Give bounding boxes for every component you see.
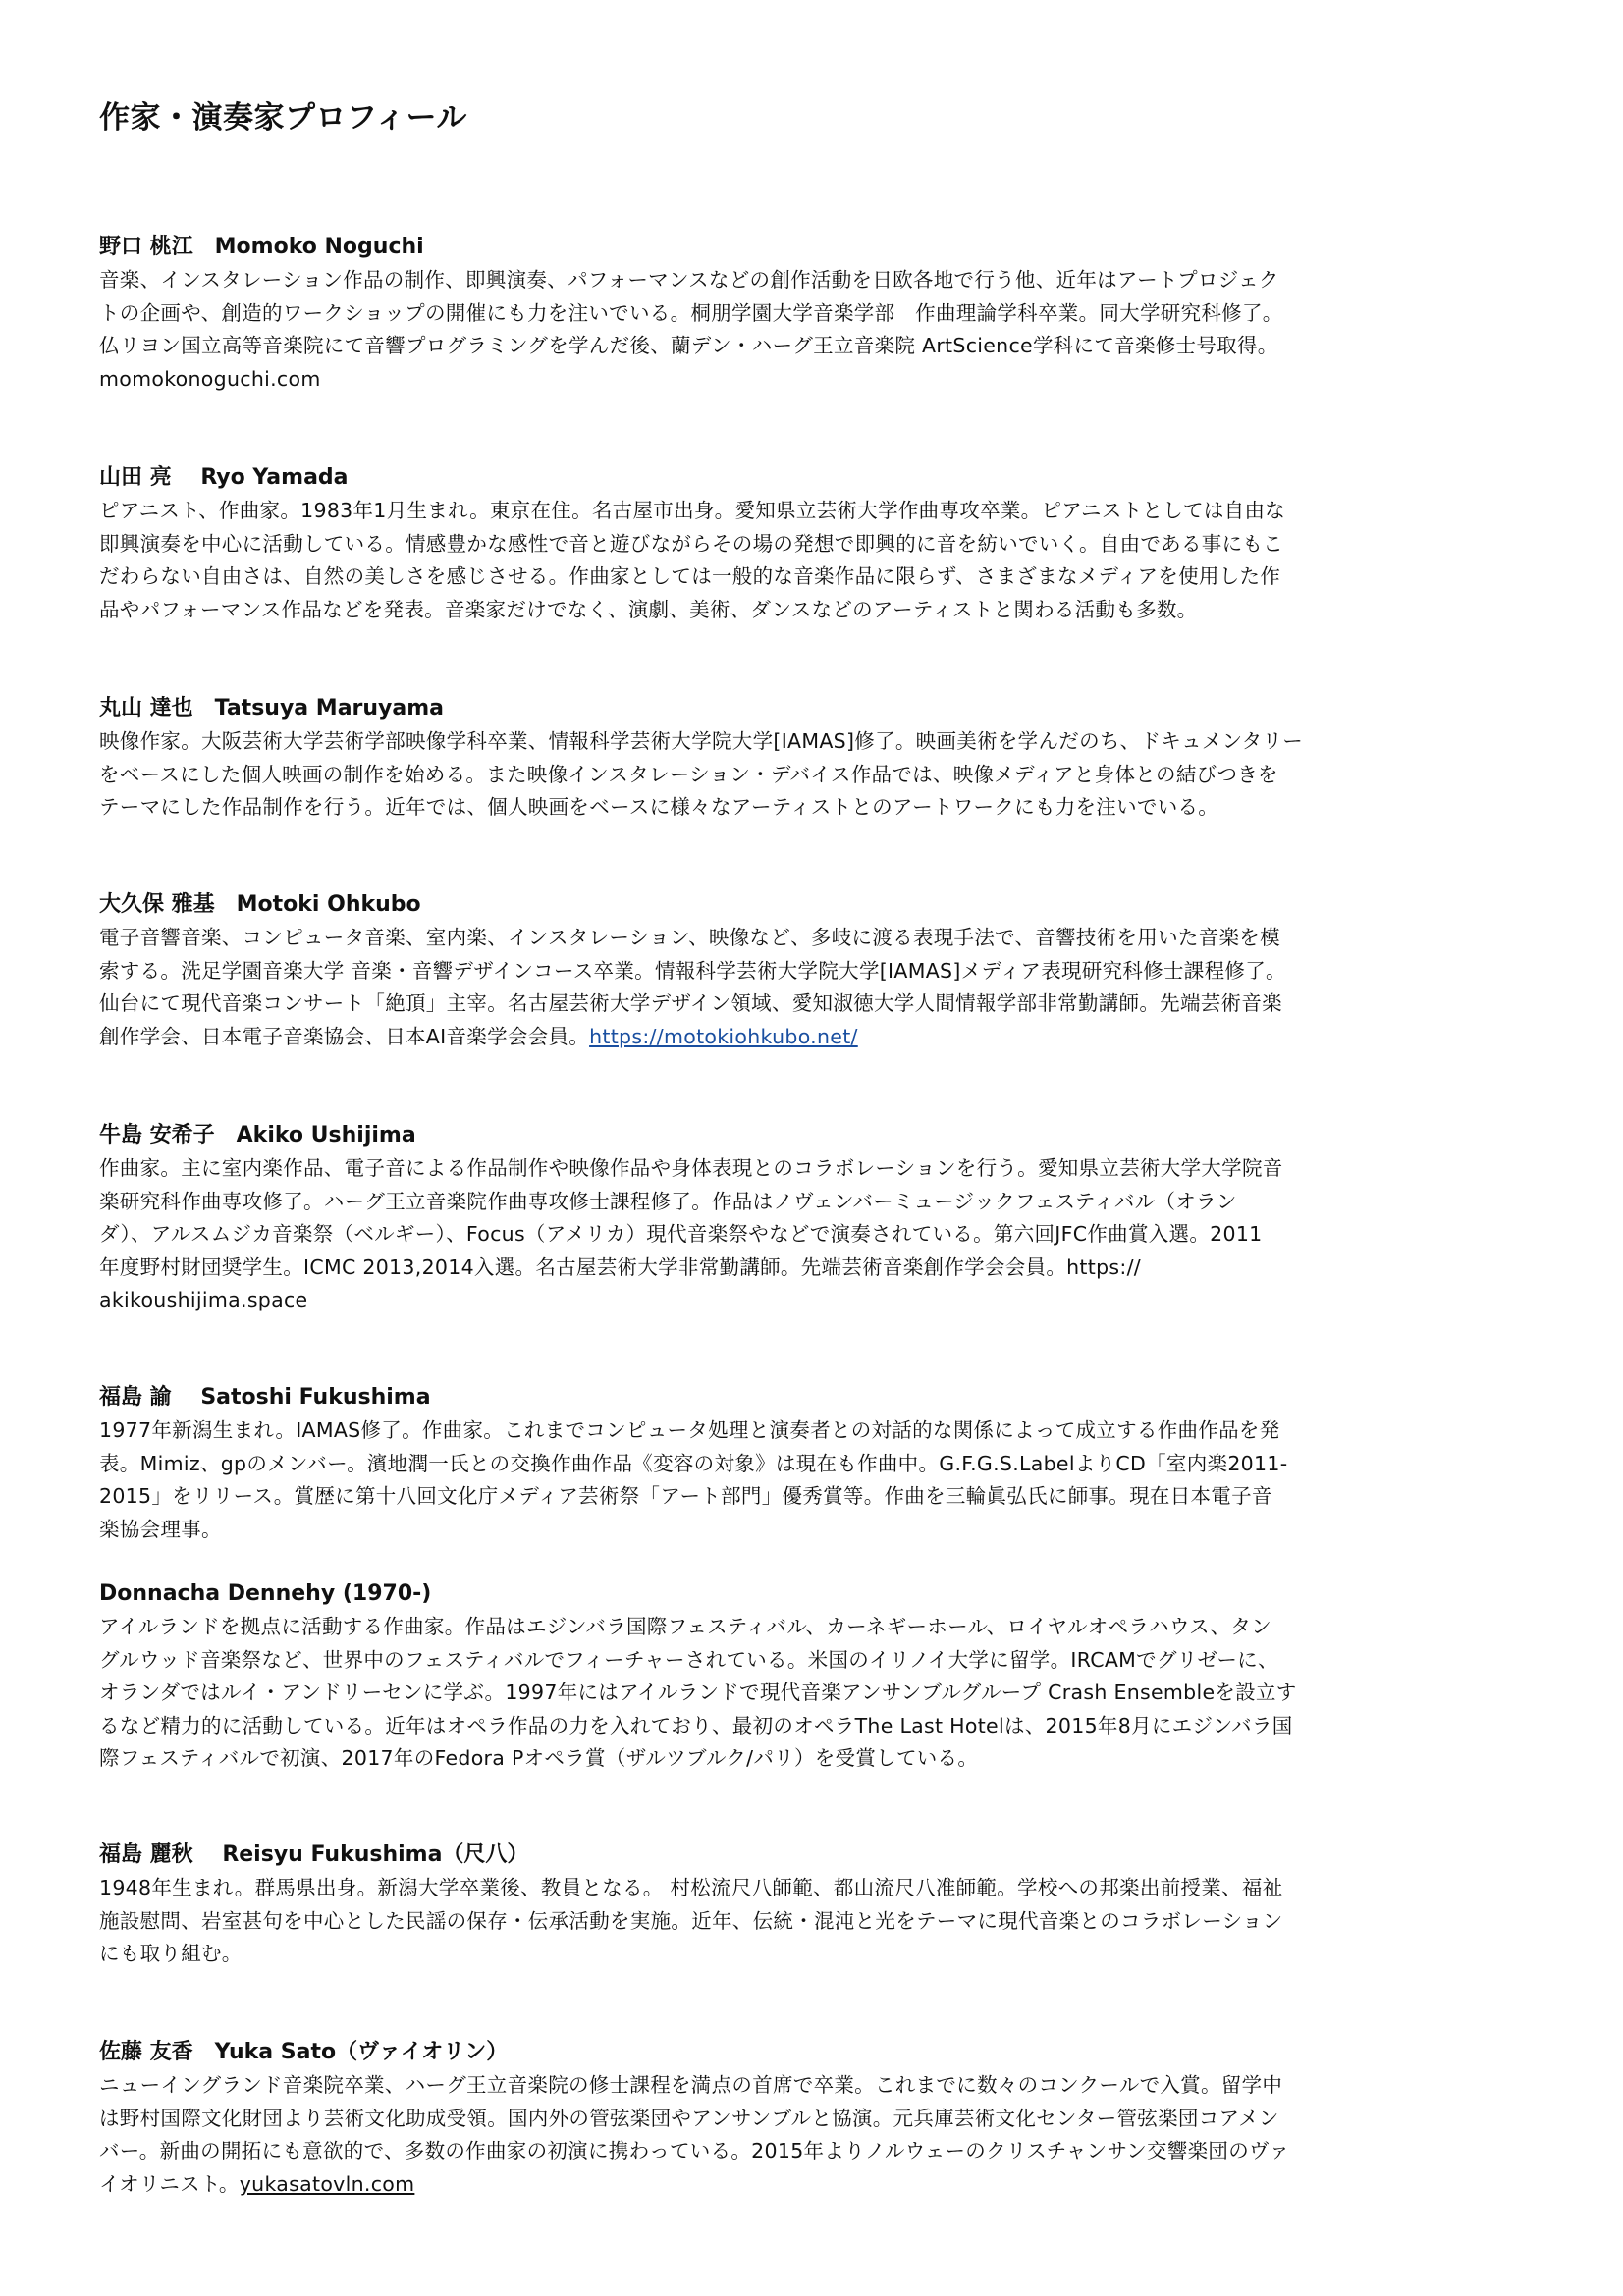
profile-noguchi — [99, 232, 1533, 396]
profile-text-line: バー。新曲の開拓にも意欲的で、多数の作曲家の初演に携わっている。2015年よりノルウェーのクリスチャンサン交響楽団のヴァ — [99, 2139, 1290, 2163]
profile-text-line: トの企画や、創造的ワークショップの開催にも力を注いでいる。桐朋学園大学音楽学部 作曲理論学科卒業。同大学研究科修了。 — [99, 300, 1283, 325]
profile-text-line: 施設慰問、岩室甚句を中心とした民謡の保存・伝承活動を実施。近年、伝統・混沌と光をテーマに現代音楽とのコラボレーション — [99, 1908, 1283, 1933]
profile-text-line: は野村国際文化財団より芸術文化助成受領。国内外の管弦楽団やアンサンブルと協演。元兵庫芸術文化センター管弦楽団コアメン — [99, 2106, 1279, 2130]
profile-yuka-sato — [99, 2037, 1533, 2201]
profile-text-line: 作曲家。主に室内楽作品、電子音による作品制作や映像作品や身体表現とのコラボレーションを行う。愛知県立芸術大学大学院音 — [99, 1156, 1283, 1180]
profile-name: 福島 麗秋 Reisyu Fukushima（尺八） — [99, 1842, 529, 1867]
profile-text-line: 1977年新潟生まれ。IAMAS修了。作曲家。これまでコンピュータ処理と演奏者との対話的な関係によって成立する作曲作品を発 — [99, 1418, 1280, 1442]
profile-text-line — [99, 1021, 1533, 1054]
profile-dennehy — [99, 1578, 1533, 1776]
profile-text-line: ピアニスト、作曲家。1983年1月生まれ。東京在住。名古屋市出身。愛知県立芸術大学作曲専攻卒業。ピアニストとしては自由な — [99, 499, 1286, 522]
profile-text-line: 楽協会理事。 — [99, 1517, 222, 1541]
profile-maruyama — [99, 693, 1533, 825]
profile-name: 丸山 達也 Tatsuya Maruyama — [99, 696, 445, 721]
profile-name: 牛島 安希子 Akiko Ushijima — [99, 1123, 416, 1148]
website-link[interactable]: https://motokiohkubo.net/ — [589, 1024, 858, 1048]
profile-text-line: 仏リヨン国立高等音楽院にて音響プログラミングを学んだ後、蘭デン・ハーグ王立音楽院 ArtScience学科にて音楽修士号取得。 — [99, 334, 1278, 357]
profile-text-line: にも取り組む。 — [99, 1942, 243, 1965]
profile-text-line: オランダではルイ・アンドリーセンに学ぶ。1997年にはアイルランドで現代音楽アンサンブルグループ Crash Ensembleを設立す — [99, 1681, 1297, 1704]
profile-ushijima — [99, 1120, 1533, 1317]
profile-name: 大久保 雅基 Motoki Ohkubo — [99, 892, 421, 917]
profile-text-line: 2015」をリリース。賞歴に第十八回文化庁メディア芸術祭「アート部門」優秀賞等。作曲を三輪眞弘氏に師事。現在日本電子音 — [99, 1484, 1272, 1508]
profile-text-line: アイルランドを拠点に活動する作曲家。作品はエジンバラ国際フェスティバル、カーネギーホール、ロイヤルオペラハウス、タン — [99, 1615, 1271, 1638]
profile-text-line: をベースにした個人映画の制作を始める。また映像インスタレーション・デバイス作品では、映像メディアと身体との結びつきを — [99, 762, 1278, 786]
profile-yamada — [99, 462, 1533, 626]
profile-text-line: 索する。洗足学園音楽大学 音楽・音響デザインコース卒業。情報科学芸術大学院大学[IAMAS]メディア表現研究科修士課程修了。 — [99, 958, 1286, 983]
profile-text-line: 即興演奏を中心に活動している。情感豊かな感性で音と遊びながらその場の発想で即興的に音を紡いでいく。自由である事にもこ — [99, 531, 1283, 556]
profile-text-line: テーマにした作品制作を行う。近年では、個人映画をベースに様々なアーティストとのアートワークにも力を注いでいる。 — [99, 795, 1219, 819]
page-title: 作家・演奏家プロフィール — [99, 100, 467, 135]
profile-name: 福島 諭 Satoshi Fukushima — [99, 1385, 431, 1410]
profile-name: Donnacha Dennehy (1970-) — [99, 1581, 432, 1606]
profile-text-line: 1948年生まれ。群馬県出身。新潟大学卒業後、教員となる。 村松流尺八師範、都山流尺八准師範。学校への邦楽出前授業、福祉 — [99, 1876, 1283, 1899]
profile-satoshi-fukushima — [99, 1382, 1533, 1546]
profile-text-segment: 創作学会、日本電子音楽協会、日本AI音楽学会会員。 — [99, 1024, 590, 1048]
profile-text-line: 品やパフォーマンス作品などを発表。音楽家だけでなく、演劇、美術、ダンスなどのアーティストと関わる活動も多数。 — [99, 597, 1198, 621]
profile-text-line: ニューイングランド音楽院卒業、ハーグ王立音楽院の修士課程を満点の首席で卒業。これまでに数々のコンクールで入賞。留学中 — [99, 2073, 1283, 2097]
profile-text-line: 映像作家。大阪芸術大学芸術学部映像学科卒業、情報科学芸術大学院大学[IAMAS]修了。映画美術を学んだのち、ドキュメンタリー — [99, 729, 1304, 753]
profile-text-line: 電子音響音楽、コンピュータ音楽、室内楽、インスタレーション、映像など、多岐に渡る表現手法で、音響技術を用いた音楽を模 — [99, 926, 1280, 949]
profile-text-line: グルウッド音楽祭など、世界中のフェスティバルでフィーチャーされている。米国のイリノイ大学に留学。IRCAMでグリゼーに、 — [99, 1647, 1278, 1672]
profile-text-line: 年度野村財団奨学生。ICMC 2013,2014入選。名古屋芸術大学非常勤講師。先端芸術音楽創作学会会員。https:// — [99, 1255, 1142, 1279]
profile-name: 佐藤 友香 Yuka Sato（ヴァイオリン） — [99, 2040, 509, 2064]
profile-text-line: るなど精力的に活動している。近年はオペラ作品の力を入れており、最初のオペラThe Last Hotelは、2015年8月にエジンバラ国 — [99, 1713, 1293, 1737]
profile-text-segment: イオリニスト。 — [99, 2171, 240, 2196]
website-link[interactable]: yukasatovln.com — [239, 2171, 415, 2196]
profile-text-line: だわらない自由さは、自然の美しさを感じさせる。作曲家としては一般的な音楽作品に限らず、さまざまなメディアを使用した作 — [99, 564, 1281, 588]
profile-text-line: momokonoguchi.com — [99, 366, 321, 391]
profile-text-line: 仙台にて現代音楽コンサート「絶頂」主宰。名古屋芸術大学デザイン領域、愛知淑徳大学人間情報学部非常勤講師。先端芸術音楽 — [99, 991, 1282, 1015]
profile-ohkubo — [99, 889, 1533, 1053]
profile-text-line: 表。Mimiz、gpのメンバー。濱地潤一氏との交換作曲作品《変容の対象》は現在も作曲中。G.F.G.S.LabelよりCD「室内楽2011- — [99, 1451, 1288, 1475]
profile-text-line — [99, 2168, 1533, 2202]
profile-name: 山田 亮 Ryo Yamada — [99, 465, 349, 490]
profile-text-line: akikoushijima.space — [99, 1288, 308, 1311]
profile-text-line: 楽研究科作曲専攻修了。ハーグ王立音楽院作曲専攻修士課程修了。作品はノヴェンバーミュージックフェスティバル（オラン — [99, 1189, 1237, 1213]
profile-text-line: 際フェスティバルで初演、2017年のFedora Pオペラ賞（ザルツブルク/パリ）を受賞している。 — [99, 1746, 979, 1770]
profile-reisyu-fukushima — [99, 1840, 1533, 1971]
profile-name: 野口 桃江 Momoko Noguchi — [99, 235, 424, 259]
profile-text-line: ダ）、アルスムジカ音楽祭（ベルギー）、Focus（アメリカ）現代音楽祭やなどで演奏されている。第六回JFC作曲賞入選。2011 — [99, 1222, 1263, 1246]
profile-text-line: 音楽、インスタレーション作品の制作、即興演奏、パフォーマンスなどの創作活動を日欧各地で行う他、近年はアートプロジェク — [99, 268, 1279, 292]
